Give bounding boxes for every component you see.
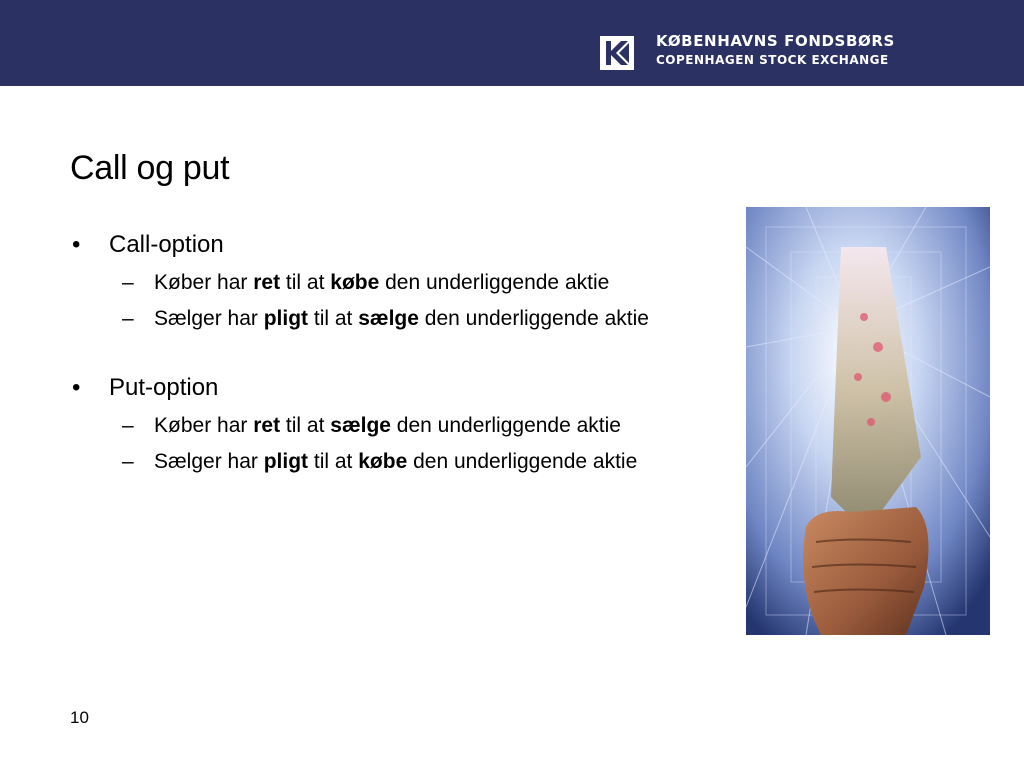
sub-bold: købe [330,271,380,294]
bullet-label: Call-option [109,231,224,258]
slide-title: Call og put [70,149,230,187]
sub-text: den underliggende aktie [390,414,621,437]
sub-bold: ret [253,271,281,294]
sub-item-buyer [70,410,720,441]
sub-bold: købe [358,450,408,473]
sub-bold: sælge [358,307,419,330]
sub-item-seller [70,303,720,334]
sub-marker: – [122,307,134,330]
sub-marker: – [122,271,134,294]
bullet-call-option [70,228,720,262]
bullet-marker: • [72,374,81,401]
sub-text: den underliggende aktie [418,307,649,330]
sub-marker: – [122,414,134,437]
put-option-sublist [70,410,720,477]
page-number: 10 [70,708,89,727]
sub-text: Sælger har [154,450,264,473]
header-bar [0,0,1024,86]
sub-item-seller [70,446,720,477]
money-photo-illustration [746,207,990,635]
sub-text: den underliggende aktie [379,271,610,294]
bullet-put-option [70,371,720,405]
sub-marker: – [122,450,134,473]
sub-text: Sælger har [154,307,264,330]
exchange-logo-text [656,34,895,66]
sub-bold: pligt [263,450,309,473]
sub-item-buyer [70,267,720,298]
sub-bold: ret [253,414,281,437]
sub-text: til at [280,271,331,294]
sub-bold: sælge [330,414,391,437]
sub-bold: pligt [263,307,309,330]
money-in-hand-photo [746,207,990,635]
kfx-logo-icon [600,36,634,70]
call-option-sublist [70,267,720,334]
slide-content [70,228,720,482]
sub-text: til at [308,307,359,330]
logo-line-danish: KØBENHAVNS FONDSBØRS [656,32,895,50]
sub-text: til at [280,414,331,437]
sub-text: den underliggende aktie [407,450,638,473]
sub-text: Køber har [154,271,254,294]
bullet-marker: • [72,231,81,258]
sub-text: Køber har [154,414,254,437]
bullet-label: Put-option [109,374,219,401]
logo-line-english: COPENHAGEN STOCK EXCHANGE [656,53,889,67]
sub-text: til at [308,450,359,473]
